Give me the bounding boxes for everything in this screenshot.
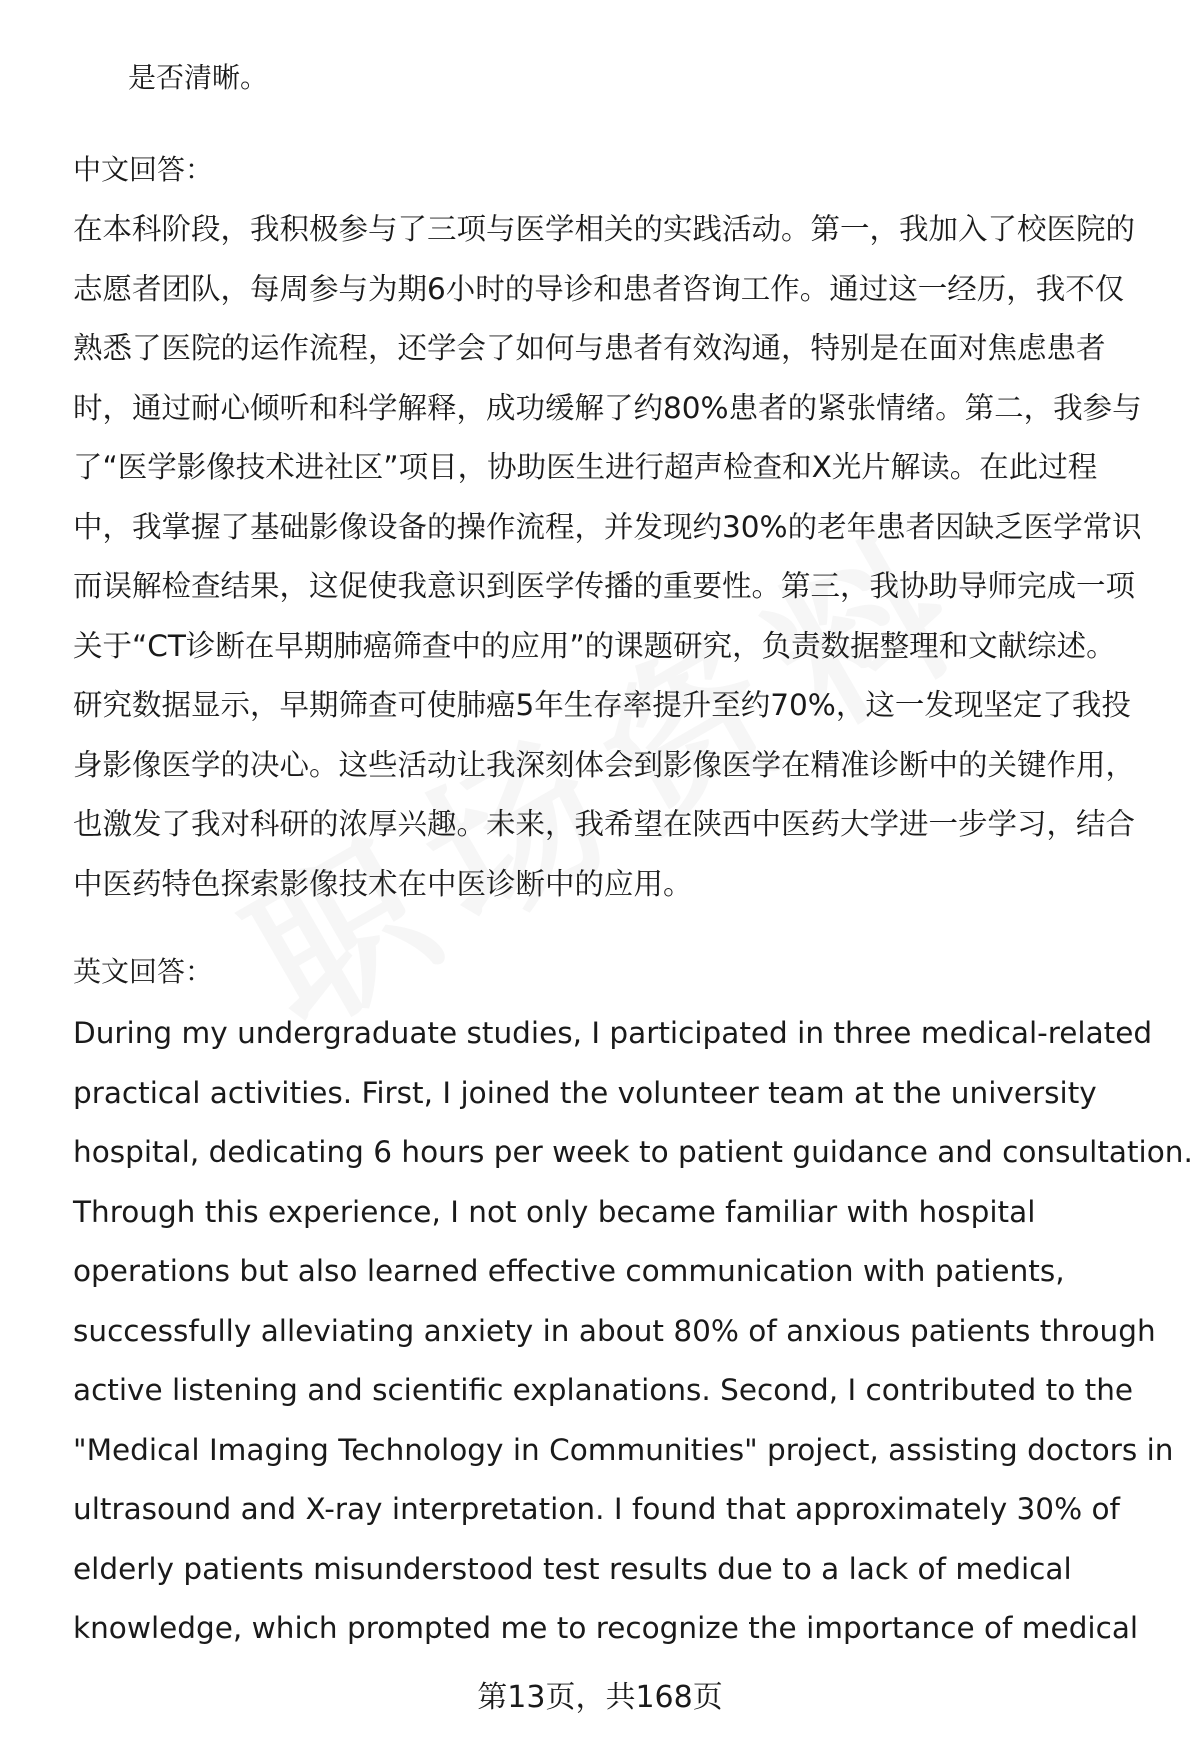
paragraph-line: active listening and scientific explanations. Second, I contributed to the (73, 1373, 1134, 1407)
paragraph-line: hospital, dedicating 6 hours per week to patient guidance and consultation. (73, 1135, 1193, 1169)
paragraph-line: 关于“CT诊断在早期肺癌筛查中的应用”的课题研究，负责数据整理和文献综述。 (73, 628, 1116, 663)
chinese-answer-label: 中文回答： (73, 153, 214, 186)
paragraph-line: 也激发了我对科研的浓厚兴趣。未来，我希望在陕西中医药大学进一步学习，结合 (73, 807, 1136, 841)
paragraph-line: 了“医学影像技术进社区”项目，协助医生进行超声检查和X光片解读。在此过程 (73, 450, 1098, 484)
english-answer-label: 英文回答： (73, 955, 214, 988)
paragraph-line: ultrasound and X-ray interpretation. I found that approximately 30% of (73, 1492, 1120, 1526)
page-number: 第13页，共168页 (477, 1680, 723, 1715)
paragraph-line: 身影像医学的决心。这些活动让我深刻体会到影像医学在精准诊断中的关键作用， (73, 747, 1136, 782)
paragraph-line: knowledge, which prompted me to recognize the importance of medical (73, 1611, 1139, 1645)
paragraph-line: 研究数据显示，早期筛查可使肺癌5年生存率提升至约70%，这一发现坚定了我投 (73, 688, 1131, 722)
paragraph-line: operations but also learned effective communication with patients, (73, 1254, 1065, 1288)
paragraph-line: Through this experience, I not only became familiar with hospital (73, 1194, 1036, 1229)
paragraph-line: elderly patients misunderstood test results due to a lack of medical (73, 1551, 1072, 1586)
paragraph-line: 志愿者团队，每周参与为期6小时的导诊和患者咨询工作。通过这一经历，我不仅 (73, 271, 1125, 306)
paragraph-line: During my undergraduate studies, I participated in three medical-related (73, 1016, 1153, 1050)
paragraph-line: successfully alleviating anxiety in about 80% of anxious patients through (73, 1313, 1156, 1348)
paragraph-line: 时，通过耐心倾听和科学解释，成功缓解了约80%患者的紧张情绪。第二，我参与 (73, 390, 1142, 425)
chinese-answer-paragraph (73, 207, 1153, 921)
paragraph-line: 中医药特色探索影像技术在中医诊断中的应用。 (73, 866, 693, 901)
english-answer-paragraph (73, 1011, 1193, 1666)
paragraph-line: 而误解检查结果，这促使我意识到医学传播的重要性。第三，我协助导师完成一项 (73, 569, 1136, 603)
paragraph-line: 在本科阶段，我积极参与了三项与医学相关的实践活动。第一，我加入了校医院的 (73, 212, 1136, 246)
paragraph-line: practical activities. First, I joined the volunteer team at the university (73, 1075, 1097, 1110)
paragraph-line: 中，我掌握了基础影像设备的操作流程，并发现约30%的老年患者因缺乏医学常识 (73, 509, 1142, 544)
continuation-text: 是否清晰。 (128, 61, 269, 94)
paragraph-line: 熟悉了医院的运作流程，还学会了如何与患者有效沟通，特别是在面对焦虑患者 (73, 331, 1106, 365)
paragraph-line: "Medical Imaging Technology in Communities" project, assisting doctors in (73, 1432, 1174, 1467)
